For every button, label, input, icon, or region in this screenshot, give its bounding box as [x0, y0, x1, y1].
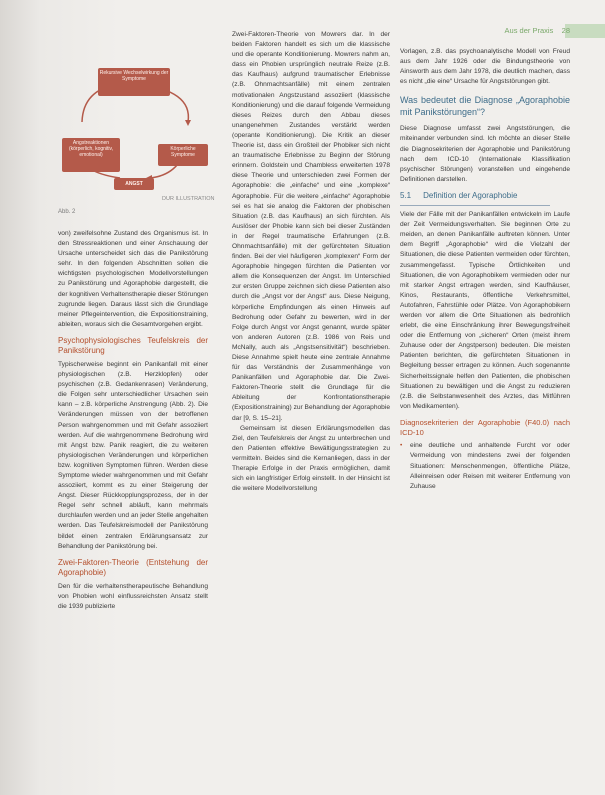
chapter-heading: Was bedeutet die Diagnose „Agoraphobie mit Panikstörungen“?	[400, 95, 570, 117]
vicious-circle-figure	[58, 60, 213, 195]
bullet-dot-icon: •	[400, 442, 403, 450]
figure-box-top: Rekursive Wechselwirkung der Symptome	[98, 68, 170, 96]
column-1	[58, 229, 208, 612]
column-3	[400, 47, 570, 492]
paragraph: Typischerweise beginnt ein Panikanfall mit einer physiologischen (z.B. Herzklopfen) oder psychischen (z.B. Gedankenrasen) Veränderung, die Folgen sehr unterschiedlicher Ursachen sein kann – z.B. körperliche Anstrengung (Abb. 2). Die Veränderungen müssen von der betroffenen Person wahrgenommen und mit Gefahr assoziiert werden. Auf die wahrgenommene Bedrohung wird mit Angst bzw. Panik reagiert, die zu weiteren physiologischen Veränderungen und körperlichen bzw. kognitiven Symptomen führen. Werden diese Symptome wieder wahrgenommen und mit Gefahr assoziiert, kommt es zu einer Steigerung der Angst. Dieser Rückkopplungsprozess, der in der Regel sehr schnell abläuft, kann mehrmals durchlaufen werden und an jeder Stelle angehalten werden. Das Teufelskreismodell der Panikstörung bildet einen zentralen Erklärungsansatz zur Behandlung der Panikstörung bei.	[58, 360, 208, 550]
bullet-text: eine deutliche und anhaltende Furcht vor oder Vermeidung von mindestens zwei der folgenden Situationen: Menschenmengen, öffentliche Plätze, Alleinreisen oder Reisen mit weiterer Entfernung von Zuhause	[410, 442, 570, 490]
paragraph: von) zweifelsohne Zustand des Organismus ist. In den Stressreaktionen und einer Anschauung der Ursache unterscheidet sich das die Panikstörung sehr. In den folgenden Abschnitten sollen die wichtigsten psychologischen Modellvorstellungen zu Panikstörung und Agoraphobie dargestellt, die der kognitiven Verhaltenstherapie dieser Störungen zugrunde liegen. Daraus lässt sich die Grundlage meiner Pflegeintervention, die Expositionstraining, ableiten, woraus sich die Gesamtvorgehen ergibt.	[58, 230, 208, 328]
paragraph: Den für die verhaltenstherapeutische Behandlung von Phobien wohl einflussreichsten Ansatz stellt die 1939 publizierte	[58, 582, 208, 610]
running-header	[470, 24, 570, 38]
section-heading: Psychophysiologisches Teufelskreis der Panikstörung	[58, 335, 208, 356]
heading-text: Definition der Agoraphobie	[423, 190, 518, 200]
figure-label: Abb. 2	[58, 209, 76, 215]
column-2	[232, 30, 390, 494]
paragraph: Zwei-Faktoren-Theorie von Mowrers dar. In der beiden Faktoren handelt es sich um die klassische und die operante Konditionierung. Mowrers nahm an, dass ein Phobien ursprünglich neutrale Reize (z.B. das Kaufhaus) aufgrund traumatischer Erlebnisse (z.B. Ohnmachtsanfälle) mit einem zentralen motivationalen Angstzustand assoziiert (klassische Konditionierung) und die darauf folgende Vermeidung dieses Reizes durch den Abbau dieses unangenehmen Zustandes verstärkt werden (operante Konditionierung). Die Kritik an dieser Theorie ist, dass ein Großteil der Phobiker sich nicht an traumatische Erlebnisse zu Beginn der Störung erinnern. Goldstein und Chambless erweiterten 1978 diese Theorie und unterschieden zwei Formen der Agoraphobie: die „einfache“ und eine „komplexe“ Agoraphobie. Für die weitere „einfache“ Agoraphobie sei es hat sie analog die Faktoren der phobischen Situation (z.B. das Kaufhaus) an sich fürchten. Als Auslöser der Phobie kann sich bei dieser Zuständen in der Regel traumatische Erfahrungen (z.B. Ohnmachtsanfälle) mit der gefürchteten Situation finden. Bei der viel häufigeren „komplexen“ Form der Agoraphobie hingegen fürchten die Patienten vor allem die Konsequenzen der Angst. Im Unterschied zur ersten Gruppe zeichnen sich diese Patienten also durch die „Angst vor der Angst“ aus. Diese Neigung, körperliche Empfindungen als einen Hinweis auf Bedrohung oder Gefahr zu bewerten, wird in der Folge durch Angst vor Angst genannt, wurde später von anderen Autoren (z.B. 1986 von Reis und McNally, auch als „Angstsensitivität“) beschrieben. Diese Annahme spielt heute eine zentrale Annahme für das Verständnis der Zusammenhänge von Panikanfällen und Agoraphobie dar. Die Zwei-Faktoren-Theorie stellt die Grundlage für die Ableitung der Konfrontationstherapie (Expositionstraining) zur Behandlung der Agoraphobie dar [9, S. 15–21].	[232, 31, 390, 422]
heading-number: 5.1	[400, 190, 412, 200]
header-bar	[565, 24, 605, 38]
paragraph: Vorlagen, z.B. das psychoanalytische Modell von Freud aus dem Jahr 1926 oder die Bindungstheorie von Ainsworth aus dem Jahr 1978, die deutlich machen, dass es nicht „die eine“ Ursache für Angststörungen gibt.	[400, 48, 570, 86]
page-number: 28	[561, 26, 570, 35]
figure-box-left: Angstreaktionen (körperlich, kognitiv, emotional)	[62, 138, 120, 172]
figure-box-right: Körperliche Symptome	[158, 144, 208, 166]
figure-box-bottom: ANGST	[114, 178, 154, 190]
criteria-heading: Diagnosekriterien der Agoraphobie (F40.0) nach ICD-10	[400, 417, 570, 438]
numbered-heading	[400, 191, 570, 201]
header-section: Aus der Praxis	[504, 26, 554, 35]
divider	[400, 205, 550, 206]
figure-credit: DUR ILLUSTRATION	[162, 196, 215, 202]
paragraph: Gemeinsam ist diesen Erklärungsmodellen das Ziel, den Teufelskreis der Angst zu unterbrechen und den Patienten effektive Bewältigungsstrategien zu vermitteln. Beides sind die Kernanliegen, dass in der Therapie Erfolge in der Praxis ermöglichen, damit sich ein langfristiger Erfolg einstellt. In der Hinsicht ist die weitere Modellvorstellung	[232, 424, 390, 493]
paragraph: Viele der Fälle mit der Panikanfällen entwickeln im Laufe der Zeit Vermeidungsverhalten. Sie beginnen Orte zu meiden, an denen Panikanfälle auftreten können. Unter dem Begriff „Agoraphobie“ wird die Vielzahl der Situationen, die diese Patienten vermeiden oder fürchten, zusammengefasst. Typische Örtlichkeiten und Situationen, die von Agoraphobikern vermieden oder nur mit starker Angst ertragen werden, sind Kaufhäuser, Kinos, Restaurants, öffentliche Verkehrsmittel, Autofahren, Fahrstühle oder Plätze. Von Agoraphobikern werden vor allem die Orte Situationen als bedrohlich erlebt, die eine Einschränkung ihrer Bewegungsfreiheit oder die Entfernung von „sicheren“ Orten (meist ihrem Zuhause oder der Angstperson) bedeuten. Die meisten Patienten berichten, die gefürchteten Situationen in Begleitung besser ertragen zu können. Auch sogenannte Sicherheitssignale helfen den Patienten, die phobischen Situationen zu bewältigen und die Angst zu reduzieren (z.B. die Selbstanwesenheit des Arztes, das Mitführen von Medikamenten).	[400, 211, 570, 410]
section-heading: Zwei-Faktoren-Theorie (Entstehung der Agoraphobie)	[58, 557, 208, 578]
paragraph: Diese Diagnose umfasst zwei Angststörungen, die miteinander verbunden sind. Ich möchte an dieser Stelle die Diagnosekriterien der Agoraphobie und Panikstörung nach dem ICD-10 (Internationale Klassifikation psychischer Störungen) voranstellen und eingehende Definitionen darstellen.	[400, 125, 570, 183]
criteria-bullet	[400, 441, 570, 491]
